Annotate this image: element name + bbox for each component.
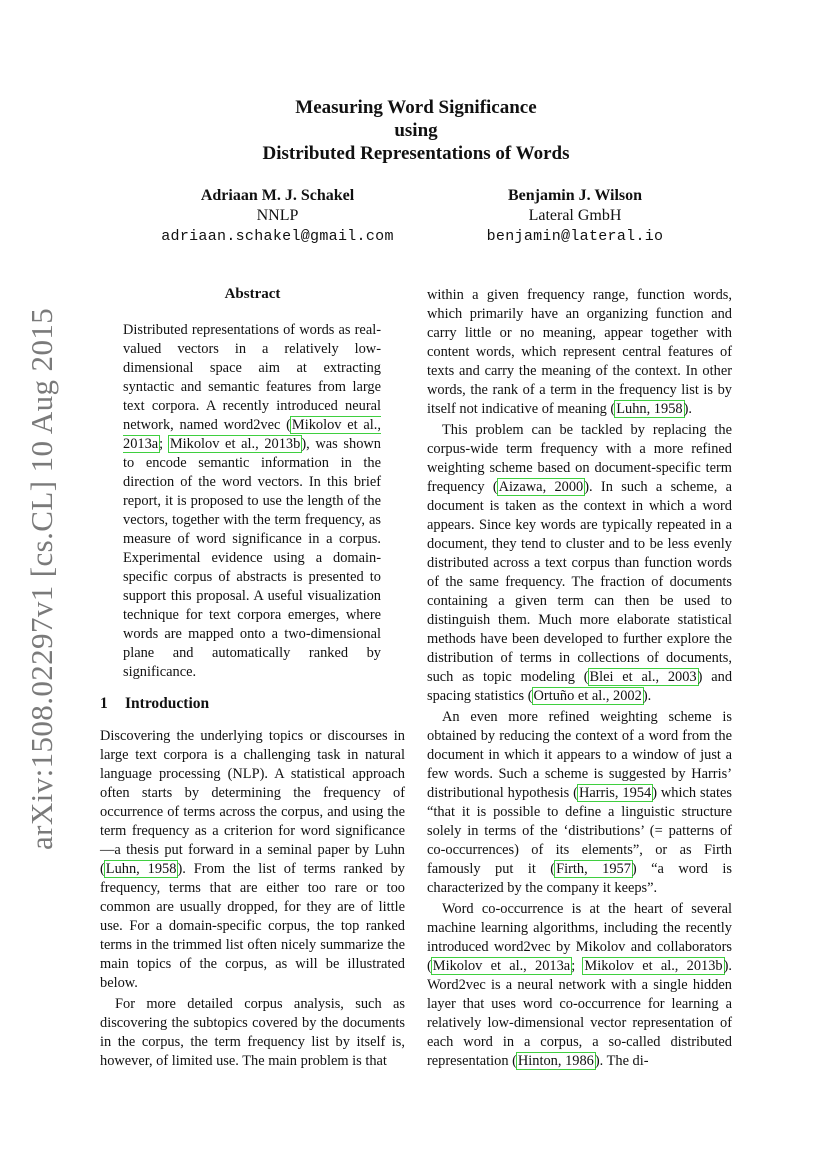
- title-line-2: using: [394, 120, 438, 141]
- author-affiliation: Lateral GmbH: [528, 207, 622, 224]
- abstract-heading: Abstract: [224, 286, 281, 302]
- title-line-1: Measuring Word Significance: [295, 97, 537, 118]
- section-title: Introduction: [125, 695, 210, 712]
- paragraph: [100, 995, 405, 1071]
- arxiv-identifier-stamp: arXiv:1508.02297v1 [cs.CL] 10 Aug 2015: [24, 307, 59, 850]
- citation-link[interactable]: Luhn, 1958: [105, 861, 177, 877]
- paragraph-text: within a given frequency range, function words, which primarily have an organizing function and carry little or no meaning, appear together with content words, which represent central features of texts and carry the meaning of the context. In other words, the rank of a term in the frequency list is by itself not indicative of meaning (: [427, 287, 732, 417]
- paragraph-text: ).: [683, 401, 692, 417]
- paragraph-text: ). Word2vec is a neural network with a single hidden layer that uses word co-occurrence for learning a relatively low-dimensional vector representation of each word in a corpus, a so-called distributed representation (: [427, 958, 732, 1069]
- paragraph-text: ).: [642, 688, 652, 704]
- abstract-body: [123, 321, 381, 682]
- paragraph-text: ). In such a scheme, a document is taken as the context in which a word appears. Since key words are typically repeated in a document, they tend to cluster and to be less evenly distributed across a text corpus than function words of the same frequency. The fraction of documents containing a given term can then be used to distinguish them. Much more elaborate statistical methods have been developed to further explore the distribution of terms in collections of documents, such as topic modeling (: [427, 479, 732, 685]
- abstract-text: ), was shown to encode semantic information in the direction of the word vectors. In this brief report, it is proposed to use the length of the vectors, together with the term frequency, as measure of word significance in a corpus. Experimental evidence using a domain-specific corpus of abstracts is presented to support this proposal. A useful visualization technique for text corpora emerges, where words are mapped onto a two-dimensional plane and automatically ranked by significance.: [123, 436, 381, 680]
- citation-link[interactable]: Mikolov et al., 2013b: [169, 436, 301, 452]
- paragraph-text: Word co-occurrence is at the heart of several machine learning algorithms, including the recently introduced word2vec by Mikolov and collaborators (: [427, 901, 732, 974]
- paragraph: [427, 286, 732, 419]
- author-name: Benjamin J. Wilson: [507, 187, 643, 204]
- left-column-body: [100, 727, 405, 1071]
- citation-link[interactable]: Mikolov et al., 2013b: [584, 958, 723, 974]
- paragraph-text: ). From the list of terms ranked by frequency, terms that are either too rare or too common are usually dropped, for they are of little use. For a domain-specific corpus, the top ranked terms in the trimmed list often nicely summarize the main topics of the corpus, as will be illustrated below.: [100, 861, 405, 991]
- paragraph: [427, 900, 732, 1071]
- author-email[interactable]: adriaan.schakel@gmail.com: [161, 228, 394, 245]
- paragraph-text: For more detailed corpus analysis, such as discovering the subtopics covered by the documents in the corpus, the term frequency list by itself is, however, of limited use. The main problem is that: [100, 996, 405, 1069]
- citation-link[interactable]: Mikolov et al., 2013a: [123, 417, 381, 452]
- paragraph-text: Discovering the underlying topics or discourses in large text corpora is a challenging task in natural language processing (NLP). A statistical approach often starts by determining the frequency of occurrence of terms across the corpus, and using the term frequency as a criterion for word significance—a thesis put forward in a seminal paper by Luhn (: [100, 728, 405, 877]
- paragraph-text: This problem can be tackled by replacing the corpus-wide term frequency with a more refined weighting scheme based on document-specific term frequency (: [427, 422, 732, 495]
- section-number: 1: [100, 695, 108, 712]
- abstract-text: Distributed representations of words as real-valued vectors in a relatively low-dimensional space aim at extracting syntactic and semantic features from large text corpora. A recently introduced neural network, named word2vec (: [123, 322, 381, 433]
- author-name: Adriaan M. J. Schakel: [200, 187, 355, 204]
- paragraph-text: ). The di-: [594, 1053, 649, 1069]
- author-block-1: [100, 186, 455, 247]
- citation-link[interactable]: Hinton, 1986: [517, 1053, 594, 1069]
- paragraph-text: ) and spacing statistics (: [427, 669, 733, 704]
- paragraph-text: ;: [571, 958, 584, 974]
- author-email[interactable]: benjamin@lateral.io: [486, 228, 664, 245]
- citation-link[interactable]: Aizawa, 2000: [498, 479, 584, 495]
- paper-title: [100, 96, 732, 165]
- section-heading: [100, 695, 209, 713]
- title-line-3: Distributed Representations of Words: [262, 143, 570, 164]
- abstract-text: ;: [159, 436, 169, 452]
- paragraph: [427, 708, 732, 898]
- paragraph: [427, 421, 732, 706]
- citation-link[interactable]: Firth, 1957: [556, 861, 631, 877]
- paragraph-text: An even more refined weighting scheme is obtained by reducing the context of a word from the document in which it appears to a window of just a few words. Such a scheme is suggested by Harris’ distributional hypothesis (: [427, 709, 732, 801]
- paragraph: [100, 727, 405, 993]
- author-block-2: [410, 186, 740, 247]
- citation-link[interactable]: Blei et al., 2003: [589, 669, 697, 685]
- paragraph-text: ) “a word is characterized by the company it keeps”.: [427, 861, 733, 896]
- author-affiliation: NNLP: [256, 207, 299, 224]
- paragraph-text: ) which states “that it is possible to define a linguistic structure solely in terms of the ‘distributions’ (= patterns of co-occurrences) of its elements”, or as Firth famously put it (: [427, 785, 732, 877]
- citation-link[interactable]: Ortuño et al., 2002: [533, 688, 642, 704]
- citation-link[interactable]: Luhn, 1958: [616, 401, 683, 417]
- citation-link[interactable]: Mikolov et al., 2013a: [432, 958, 571, 974]
- citation-link[interactable]: Harris, 1954: [578, 785, 652, 801]
- right-column-body: [427, 286, 732, 1071]
